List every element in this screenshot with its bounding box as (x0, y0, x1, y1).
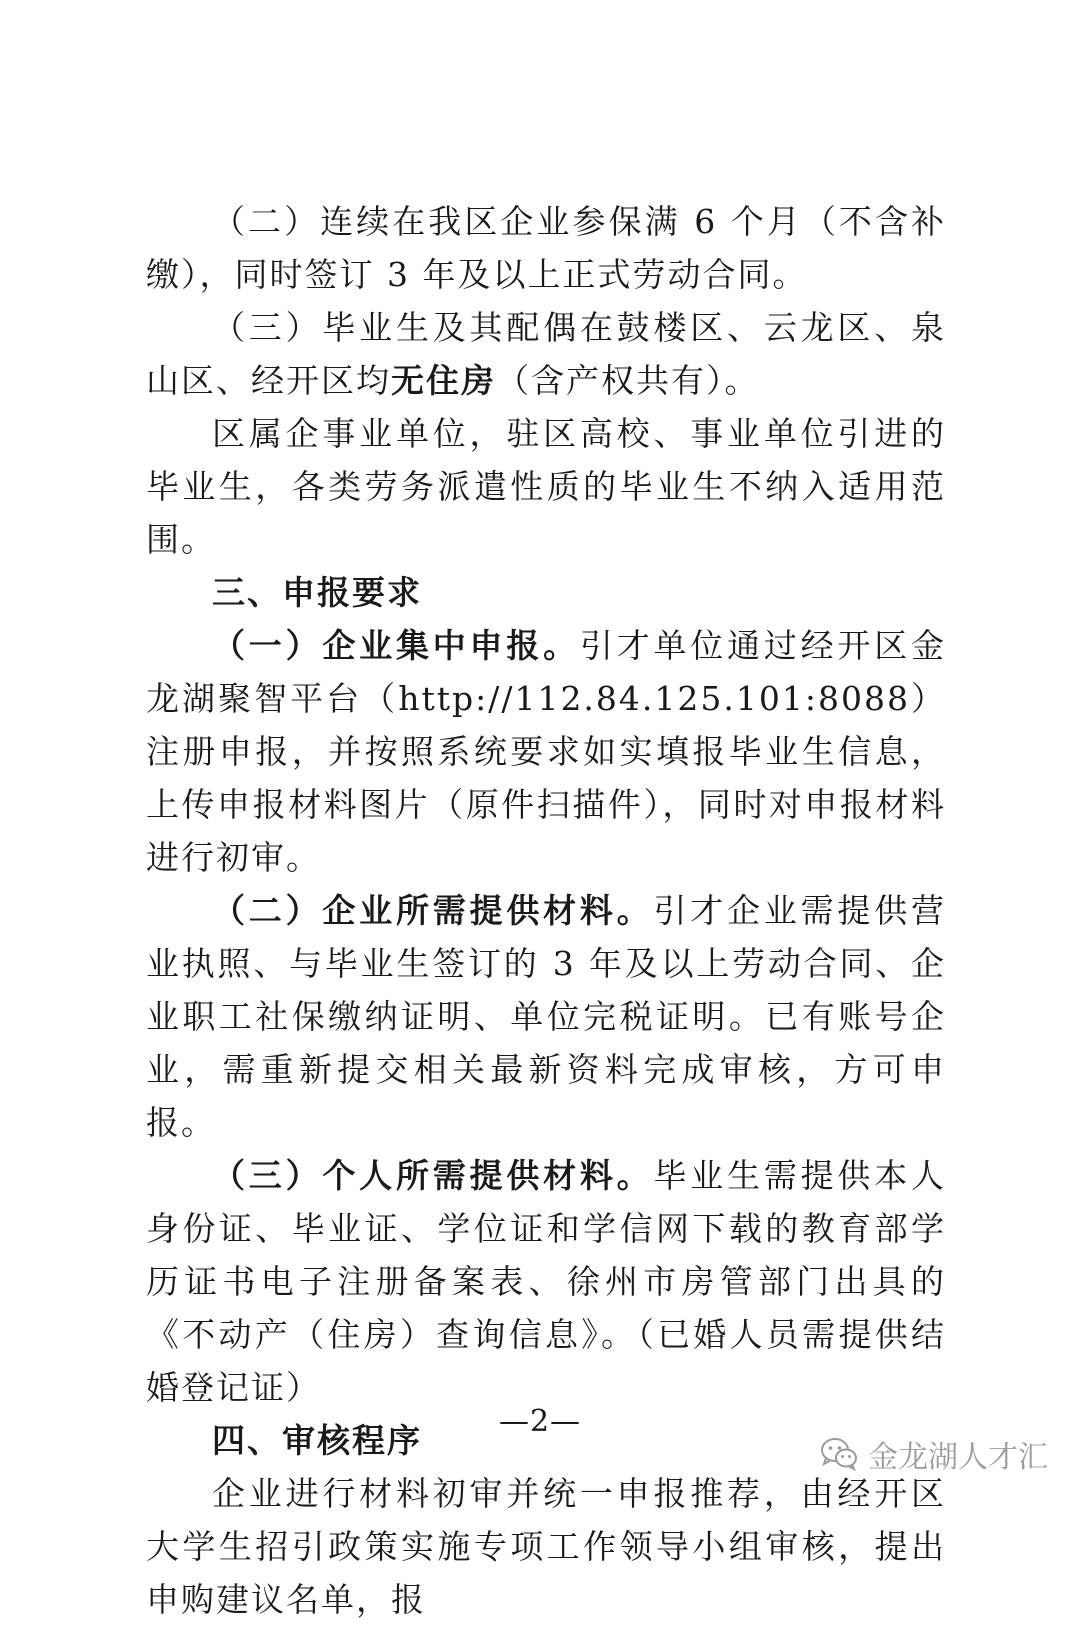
paragraph-enterprise-application (146, 619, 946, 884)
section-heading-requirements: 三、申报要求 (212, 573, 422, 612)
housing-text-start: （三）毕业生及其配偶在鼓楼区、云龙区、泉山区、经开区均 (146, 308, 946, 400)
paragraph-housing (146, 301, 946, 407)
section-heading-review: 四、审核程序 (212, 1421, 422, 1460)
watermark-text: 金龙湖人才汇 (868, 1440, 1048, 1475)
enterprise-application-title: （一）企业集中申报。 (212, 626, 580, 665)
wechat-icon (820, 1437, 858, 1471)
enterprise-application-text: 引才单位通过经开区金龙湖聚智平台（http://112.84.125.101:8088）注册申报，并按照系统要求如实填报毕业生信息，上传申报材料图片（原件扫描件），同时对申报材料进行初审。 (146, 626, 947, 877)
housing-emphasis: 无住房 (391, 361, 496, 400)
paragraph-insurance: （二）连续在我区企业参保满 6 个月（不含补缴），同时签订 3 年及以上正式劳动合同。 (146, 202, 946, 294)
personal-materials-text: 毕业生需提供本人身份证、毕业证、学位证和学信网下载的教育部学历证书电子注册备案表、徐州市房管部门出具的《不动产（住房）查询信息》。（已婚人员需提供结婚登记证） (146, 1156, 947, 1407)
enterprise-materials-text: 引才企业需提供营业执照、与毕业生签订的 3 年及以上劳动合同、企业职工社保缴纳证明、单位完税证明。已有账号企业，需重新提交相关最新资料完成审核，方可申报。 (146, 891, 947, 1142)
personal-materials-title: （三）个人所需提供材料。 (212, 1156, 654, 1195)
paragraph-review-process: 企业进行材料初审并统一申报推荐，由经开区大学生招引政策实施专项工作领导小组审核，提出申购建议名单，报 (146, 1474, 946, 1619)
paragraph-enterprise-materials (146, 884, 946, 1149)
paragraph-exclusions: 区属企事业单位，驻区高校、事业单位引进的毕业生，各类劳务派遣性质的毕业生不纳入适用范围。 (146, 414, 946, 559)
page-number: —2— (498, 1404, 582, 1439)
enterprise-materials-title: （二）企业所需提供材料。 (212, 891, 654, 930)
housing-text-end: （含产权共有）。 (496, 361, 760, 400)
paragraph-personal-materials (146, 1149, 946, 1414)
watermark (820, 1432, 1048, 1476)
